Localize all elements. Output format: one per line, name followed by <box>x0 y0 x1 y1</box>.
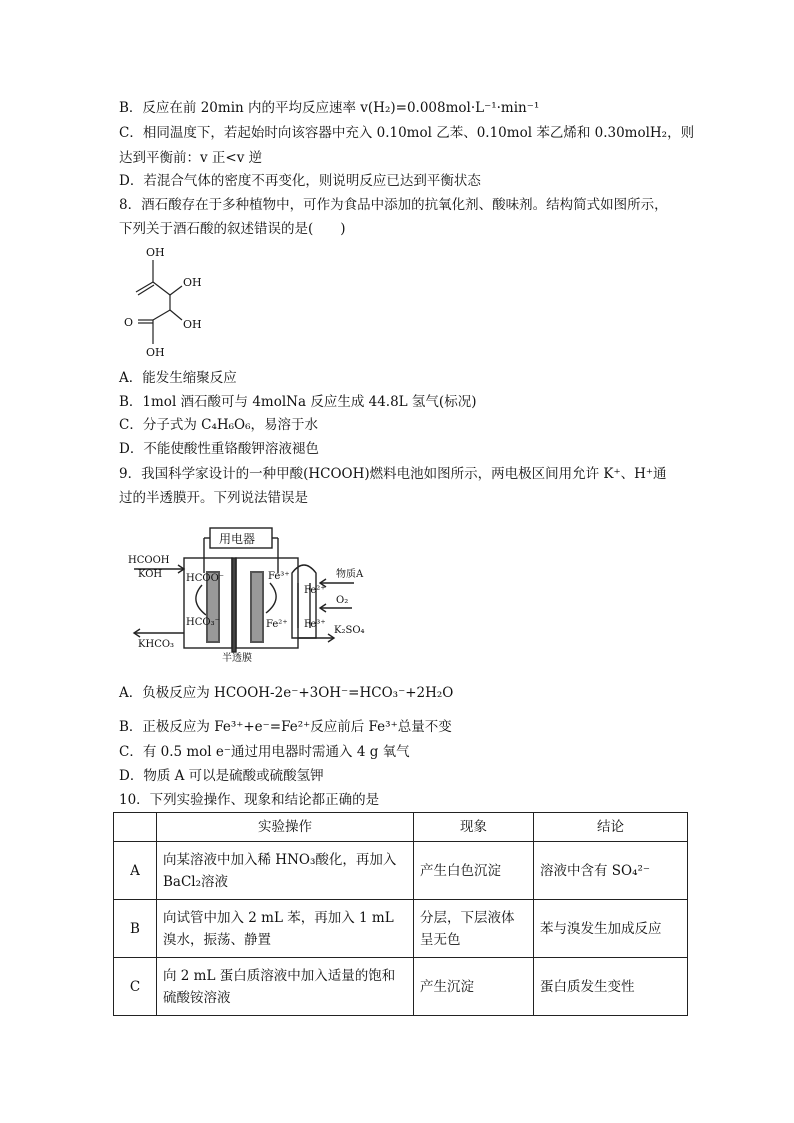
inlet-hcooh: HCOOH <box>128 555 170 566</box>
fuel-cell-diagram <box>124 523 386 663</box>
q8-option-c: C．分子式为 C₄H₆O₆，易溶于水 <box>119 417 319 433</box>
struct-o-left: O <box>124 316 134 329</box>
struct-oh-bottom: OH <box>146 346 165 359</box>
q9-option-d: D．物质 A 可以是硫酸或硫酸氢钾 <box>119 768 324 784</box>
q10-stem: 10．下列实验操作、现象和结论都正确的是 <box>119 792 380 808</box>
row-phenomenon: 分层，下层液体呈无色 <box>414 900 534 958</box>
fe3-right: Fe³⁺ <box>304 619 326 630</box>
row-conclusion: 苯与溴发生加成反应 <box>534 900 688 958</box>
fe3-top: Fe³⁺ <box>268 571 290 582</box>
table-row <box>114 900 688 958</box>
row-operation: 向 2 mL 蛋白质溶液中加入适量的饱和硫酸铵溶液 <box>157 958 414 1016</box>
q8-stem-line1: 8．酒石酸存在于多种植物中，可作为食品中添加的抗氧化剂、酸味剂。结构简式如图所示， <box>119 197 668 213</box>
inlet-koh: KOH <box>138 569 163 580</box>
q7-option-c-line2: 达到平衡前：v 正<v 逆 <box>119 150 263 166</box>
row-operation: 向某溶液中加入稀 HNO₃酸化，再加入 BaCl₂溶液 <box>157 842 414 900</box>
q7-option-d: D．若混合气体的密度不再变化，则说明反应已达到平衡状态 <box>119 173 481 189</box>
row-label: B <box>114 900 157 958</box>
hco3-label: HCO₃⁻ <box>186 617 220 628</box>
q8-option-a: A．能发生缩聚反应 <box>119 370 237 386</box>
q9-stem-line2: 过的半透膜开。下列说法错误是 <box>119 490 308 506</box>
table-header-row <box>114 813 688 842</box>
q9-option-a: A．负极反应为 HCOOH-2e⁻+3OH⁻=HCO₃⁻+2H₂O <box>119 685 454 701</box>
fe2-right: Fe²⁺ <box>304 585 326 596</box>
table-row <box>114 958 688 1016</box>
row-phenomenon: 产生沉淀 <box>414 958 534 1016</box>
struct-oh-mid2: OH <box>183 318 202 331</box>
struct-oh-top: OH <box>146 246 165 259</box>
o2-label: O₂ <box>336 595 349 606</box>
membrane-label: 半透膜 <box>222 653 252 663</box>
struct-oh-mid1: OH <box>183 276 202 289</box>
header-operation: 实验操作 <box>157 813 414 842</box>
q8-option-d: D．不能使酸性重铬酸钾溶液褪色 <box>119 441 319 457</box>
q9-option-b: B．正极反应为 Fe³⁺+e⁻=Fe²⁺反应前后 Fe³⁺总量不变 <box>119 719 452 735</box>
row-label: A <box>114 842 157 900</box>
header-empty <box>114 813 157 842</box>
hcoo-label: HCOO⁻ <box>186 573 225 584</box>
row-operation: 向试管中加入 2 mL 苯，再加入 1 mL 溴水，振荡、静置 <box>157 900 414 958</box>
q9-stem-line1: 9．我国科学家设计的一种甲酸(HCOOH)燃料电池如图所示，两电极区间用允许 K⁺、H⁺通 <box>119 466 667 482</box>
q9-option-c: C．有 0.5 mol e⁻通过用电器时需通入 4 g 氧气 <box>119 744 410 760</box>
row-conclusion: 蛋白质发生变性 <box>534 958 688 1016</box>
q7-option-c-line1: C．相同温度下，若起始时向该容器中充入 0.10mol 乙苯、0.10mol 苯乙烯和 0.30molH₂，则 <box>119 125 695 141</box>
fe2-label: Fe²⁺ <box>266 619 288 630</box>
q8-option-b: B．1mol 酒石酸可与 4molNa 反应生成 44.8L 氢气(标况) <box>119 394 477 410</box>
outlet-khco3: KHCO₃ <box>138 639 175 650</box>
table-row <box>114 842 688 900</box>
tartaric-acid-structure <box>118 240 228 362</box>
header-conclusion: 结论 <box>534 813 688 842</box>
row-phenomenon: 产生白色沉淀 <box>414 842 534 900</box>
outlet-k2so4: K₂SO₄ <box>334 625 365 636</box>
experiment-table <box>113 812 688 1016</box>
substance-a: 物质A <box>336 569 364 580</box>
row-conclusion: 溶液中含有 SO₄²⁻ <box>534 842 688 900</box>
device-label: 用电器 <box>219 532 256 546</box>
q7-option-b: B．反应在前 20min 内的平均反应速率 v(H₂)=0.008mol·L⁻¹·min⁻¹ <box>119 100 540 116</box>
q8-stem-line2: 下列关于酒石酸的叙述错误的是( ) <box>119 221 346 237</box>
row-label: C <box>114 958 157 1016</box>
header-phenomenon: 现象 <box>414 813 534 842</box>
